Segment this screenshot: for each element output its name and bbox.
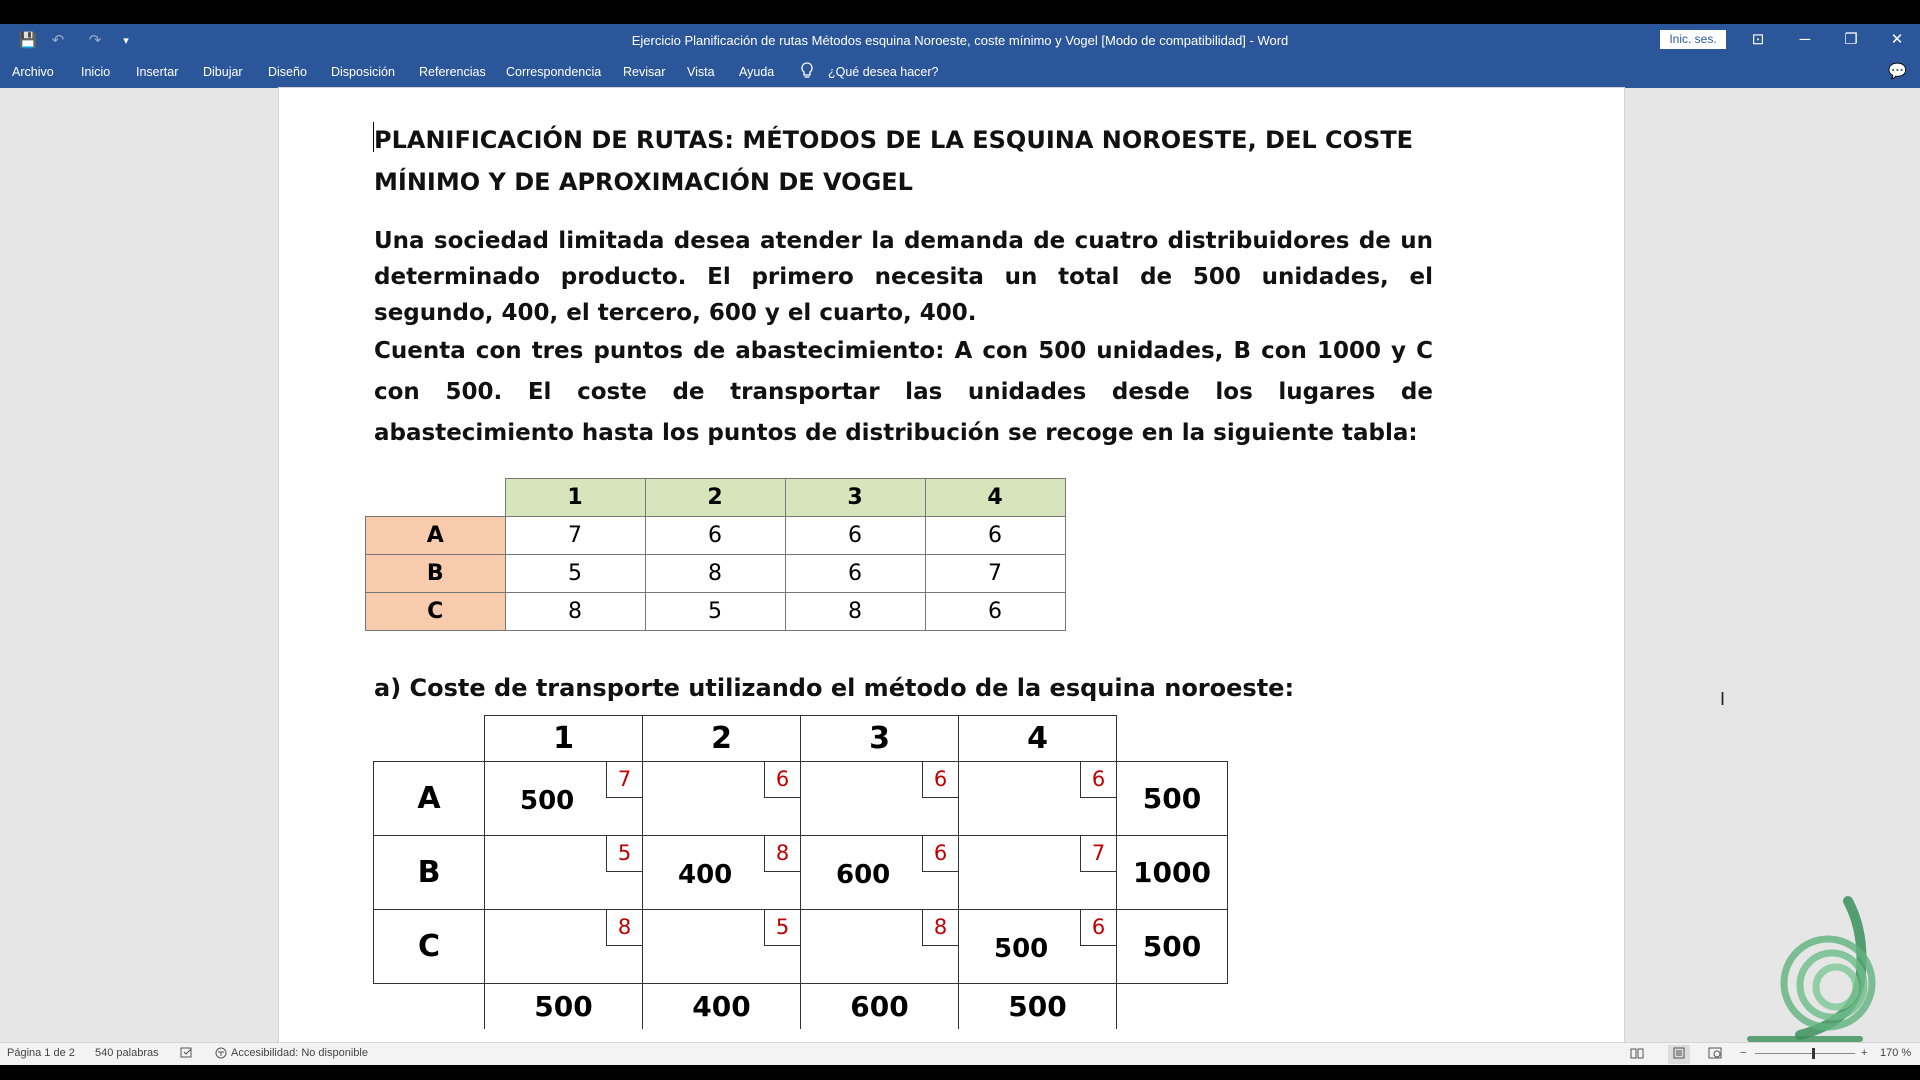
nw-row-header: A — [374, 762, 485, 836]
nw-cell — [643, 762, 801, 836]
document-page[interactable] — [279, 88, 1624, 1042]
cost-table-cell: 7 — [505, 517, 645, 555]
cost-value: 6 — [764, 762, 800, 798]
cost-value: 6 — [1080, 910, 1116, 946]
demand-value: 400 — [643, 984, 801, 1030]
cost-table-col-header: 4 — [925, 479, 1065, 517]
channel-logo-watermark — [1740, 885, 1900, 1045]
zoom-in-button[interactable]: + — [1861, 1047, 1868, 1059]
tab-disposicion[interactable]: Disposición — [331, 65, 395, 79]
accessibility-status[interactable]: Accesibilidad: No disponible — [231, 1047, 368, 1059]
ribbon-display-options-icon[interactable]: ⊡ — [1751, 31, 1765, 48]
cost-value: 5 — [764, 910, 800, 946]
lightbulb-icon — [800, 62, 814, 83]
restore-button[interactable]: ❐ — [1844, 31, 1858, 48]
nw-cell — [643, 836, 801, 910]
accessibility-icon[interactable] — [214, 1047, 228, 1062]
sign-in-button[interactable]: Inic. ses. — [1660, 30, 1726, 49]
cost-table-cell: 6 — [925, 593, 1065, 631]
save-icon[interactable]: 💾 — [18, 32, 38, 49]
undo-icon[interactable]: ↶ — [51, 32, 65, 49]
cost-value: 6 — [1080, 762, 1116, 798]
word-count[interactable]: 540 palabras — [95, 1047, 159, 1059]
proofing-icon[interactable] — [180, 1047, 194, 1062]
allocation-value: 600 — [836, 860, 891, 890]
cost-table-corner — [366, 479, 506, 517]
demand-value: 500 — [959, 984, 1117, 1030]
supply-value: 500 — [1117, 910, 1228, 984]
document-title[interactable]: PLANIFICACIÓN DE RUTAS: MÉTODOS DE LA ESQUINA NOROESTE, DEL COSTE MÍNIMO Y DE APROXIMACIÓN DE VOGEL — [374, 126, 1414, 196]
document-workspace — [0, 88, 1920, 1042]
read-mode-icon[interactable] — [1630, 1047, 1644, 1062]
nw-cell — [959, 836, 1117, 910]
nw-col-header: 3 — [801, 716, 959, 762]
paragraph-demand[interactable]: Una sociedad limitada desea atender la demanda de cuatro distribuidores de un determinado producto. El primero necesita un total de 500 unidades, el segundo, 400, el tercero, 600 y el cuarto, 400. — [374, 228, 1433, 326]
nw-cell — [959, 910, 1117, 984]
tab-dibujar[interactable]: Dibujar — [203, 65, 243, 79]
allocation-value: 500 — [994, 934, 1049, 964]
cost-table — [365, 478, 1066, 631]
comments-icon[interactable]: 💬 — [1888, 63, 1907, 80]
mouse-ibeam-cursor: I — [1720, 689, 1726, 709]
cost-value: 8 — [922, 910, 958, 946]
tab-correspondencia[interactable]: Correspondencia — [506, 65, 602, 79]
cost-value: 7 — [1080, 836, 1116, 872]
redo-icon[interactable]: ↷ — [88, 32, 102, 49]
cost-table-cell: 5 — [645, 593, 785, 631]
allocation-value: 400 — [678, 860, 733, 890]
nw-cell — [959, 762, 1117, 836]
cost-table-cell: 6 — [785, 555, 925, 593]
cost-table-cell: 6 — [645, 517, 785, 555]
nw-cell — [485, 910, 643, 984]
tab-referencias[interactable]: Referencias — [419, 65, 486, 79]
cost-table-cell: 6 — [785, 517, 925, 555]
cost-table-cell: 5 — [505, 555, 645, 593]
cost-table-cell: 8 — [785, 593, 925, 631]
web-layout-icon[interactable] — [1708, 1047, 1722, 1062]
zoom-slider-track[interactable] — [1755, 1053, 1855, 1054]
nw-table-corner — [1117, 716, 1228, 762]
cost-table-col-header: 3 — [785, 479, 925, 517]
print-layout-icon[interactable] — [1668, 1045, 1690, 1064]
nw-col-header: 1 — [485, 716, 643, 762]
cost-table-cell: 8 — [645, 555, 785, 593]
tab-inicio[interactable]: Inicio — [81, 65, 111, 79]
zoom-out-button[interactable]: − — [1740, 1047, 1747, 1059]
cost-table-row-header: C — [366, 593, 506, 631]
customize-quick-access-icon[interactable]: ▾ — [123, 35, 129, 47]
window-title: Ejercicio Planificación de rutas Métodos esquina Noroeste, coste mínimo y Vogel [Modo de compatibilidad] - Word — [631, 33, 1289, 48]
zoom-level[interactable]: 170 % — [1880, 1047, 1912, 1059]
cost-table-cell: 7 — [925, 555, 1065, 593]
cost-table-cell: 8 — [505, 593, 645, 631]
tab-insertar[interactable]: Insertar — [136, 65, 179, 79]
cost-table-row-header: A — [366, 517, 506, 555]
status-bar — [0, 1042, 1920, 1065]
nw-row-header: C — [374, 910, 485, 984]
nw-cell — [643, 910, 801, 984]
nw-col-header: 2 — [643, 716, 801, 762]
nw-table-corner — [374, 984, 485, 1030]
supply-value: 500 — [1117, 762, 1228, 836]
nw-cell — [801, 836, 959, 910]
cost-table-col-header: 1 — [505, 479, 645, 517]
minimize-button[interactable]: ─ — [1799, 31, 1811, 48]
cost-value: 6 — [922, 762, 958, 798]
tab-vista[interactable]: Vista — [687, 65, 715, 79]
paragraph-supply[interactable]: Cuenta con tres puntos de abastecimiento: A con 500 unidades, B con 1000 y C con 500. El coste de transportar las unidades desde los lugares de abastecimiento hasta los puntos de distribución se recoge en la siguiente tabla: — [374, 338, 1433, 446]
supply-value: 1000 — [1117, 836, 1228, 910]
tell-me-search[interactable]: ¿Qué desea hacer? — [828, 65, 939, 79]
cost-value: 7 — [606, 762, 642, 798]
nw-cell — [485, 836, 643, 910]
demand-value: 500 — [485, 984, 643, 1030]
cost-table-col-header: 2 — [645, 479, 785, 517]
close-button[interactable]: ✕ — [1890, 31, 1904, 48]
title-bar — [0, 24, 1920, 57]
nw-cell — [801, 910, 959, 984]
cost-value: 6 — [922, 836, 958, 872]
nw-table-corner — [374, 716, 485, 762]
nw-table-corner — [1117, 984, 1228, 1030]
cost-value: 8 — [606, 910, 642, 946]
nw-row-header: B — [374, 836, 485, 910]
allocation-value: 500 — [520, 786, 575, 816]
cost-value: 8 — [764, 836, 800, 872]
nw-col-header: 4 — [959, 716, 1117, 762]
zoom-slider-thumb[interactable] — [1812, 1048, 1815, 1059]
nw-cell — [801, 762, 959, 836]
demand-value: 600 — [801, 984, 959, 1030]
tab-diseno[interactable]: Diseño — [268, 65, 307, 79]
section-a-heading[interactable]: a) Coste de transporte utilizando el método de la esquina noroeste: — [374, 674, 1295, 702]
northwest-table — [373, 715, 1228, 1029]
ribbon-tabs — [0, 57, 1920, 88]
tab-ayuda[interactable]: Ayuda — [739, 65, 775, 79]
tab-revisar[interactable]: Revisar — [623, 65, 666, 79]
cost-table-cell: 6 — [925, 517, 1065, 555]
cost-table-row-header: B — [366, 555, 506, 593]
tab-archivo[interactable]: Archivo — [12, 65, 54, 79]
nw-cell — [485, 762, 643, 836]
cost-value: 5 — [606, 836, 642, 872]
page-count[interactable]: Página 1 de 2 — [7, 1047, 75, 1059]
